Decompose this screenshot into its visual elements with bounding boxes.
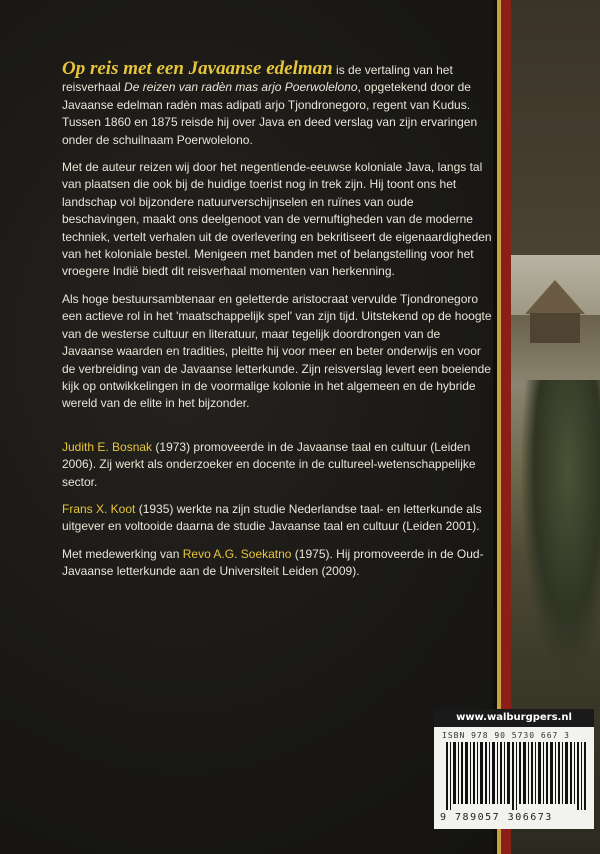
painting-hut bbox=[530, 313, 580, 343]
paragraph-3: Als hoge bestuursambtenaar en geletterde aristocraat vervulde Tjondronegoro een actieve rol in het 'maatschappelijk spel' van zijn tijd. Uitstekend op de hoogte van de westerse cultuur en literatuur, maar tegelijk doordrongen van de Javaanse waarden en tradities, pleitte hij voor meer en beter onderwijs en voor de verbreiding van de Javaanse letterkunde. Zijn reisverslag levert een boeiende kijk op ontwikkelingen in de voormalige kolonie in het algemeen en de hybride wereld van de elite in het bijzonder. bbox=[62, 291, 492, 411]
intro-text: is de vertaling van het reisverhaal bbox=[62, 63, 453, 95]
intro-paragraph bbox=[62, 60, 492, 149]
original-title: De reizen van radèn mas arjo Poerwolelono bbox=[124, 80, 358, 95]
book-title: Op reis met een Javaanse edelman bbox=[62, 58, 333, 79]
author-bio-text: (1935) werkte na zijn studie Nederlandse taal- en letterkunde als uitgever en voltooide daarna de studie Javaanse taal en cultuur (Leiden 2001). bbox=[62, 501, 482, 534]
contributor-bio bbox=[62, 546, 492, 581]
painting-tree bbox=[520, 380, 600, 680]
author-name: Judith E. Bosnak bbox=[62, 439, 153, 454]
contributor-name: Revo A.G. Soekatno bbox=[182, 546, 292, 561]
painting-hut-roof bbox=[525, 280, 585, 314]
author-bio-2 bbox=[62, 501, 492, 536]
blurb-text bbox=[62, 60, 492, 591]
barcode-icon bbox=[446, 742, 586, 810]
author-name: Frans X. Koot bbox=[62, 501, 136, 516]
isbn-number: 9 789057 306673 bbox=[440, 812, 553, 823]
paragraph-2: Met de auteur reizen wij door het negentiende-eeuwse koloniale Java, langs tal van plaatsen die ook bij de huidige toerist nog in trek zijn. Hij toont ons het landschap vol bijzondere natuurverschijnselen en ruïnes van oude beschavingen, maakt ons deelgenoot van de vernuftigheden van de moderne techniek, vertelt verhalen uit de overlevering en bekritiseert de eigenaardigheden van het koloniale bestel. Menigeen met banden met of belangstelling voor het vroegere Indië biedt dit reisverhaal momenten van herkenning. bbox=[62, 160, 492, 279]
isbn-label: ISBN 978 90 5730 667 3 bbox=[442, 731, 570, 740]
intro-rest: , opgetekend door de Javaanse edelman radèn mas adipati arjo Tjondronegoro, regent van Kudus. Tussen 1860 en 1875 reisde hij over Java en deed verslag van zijn ervaringen onder de schuilnaam Poerwolelono. bbox=[62, 80, 478, 147]
author-bio-text: (1973) promoveerde in de Javaanse taal en cultuur (Leiden 2006). Zij werkt als onderzoeker en docente in de cultureel-wetenschappelijke sector. bbox=[62, 439, 476, 489]
contributor-text: (1975). Hij promoveerde in de Oud-Javaanse letterkunde aan de Universiteit Leiden (2009). bbox=[62, 546, 484, 579]
publisher-url[interactable]: www.walburgpers.nl bbox=[434, 709, 594, 727]
author-bio-1 bbox=[62, 439, 492, 491]
contributor-lead: Met medewerking van bbox=[62, 546, 183, 561]
